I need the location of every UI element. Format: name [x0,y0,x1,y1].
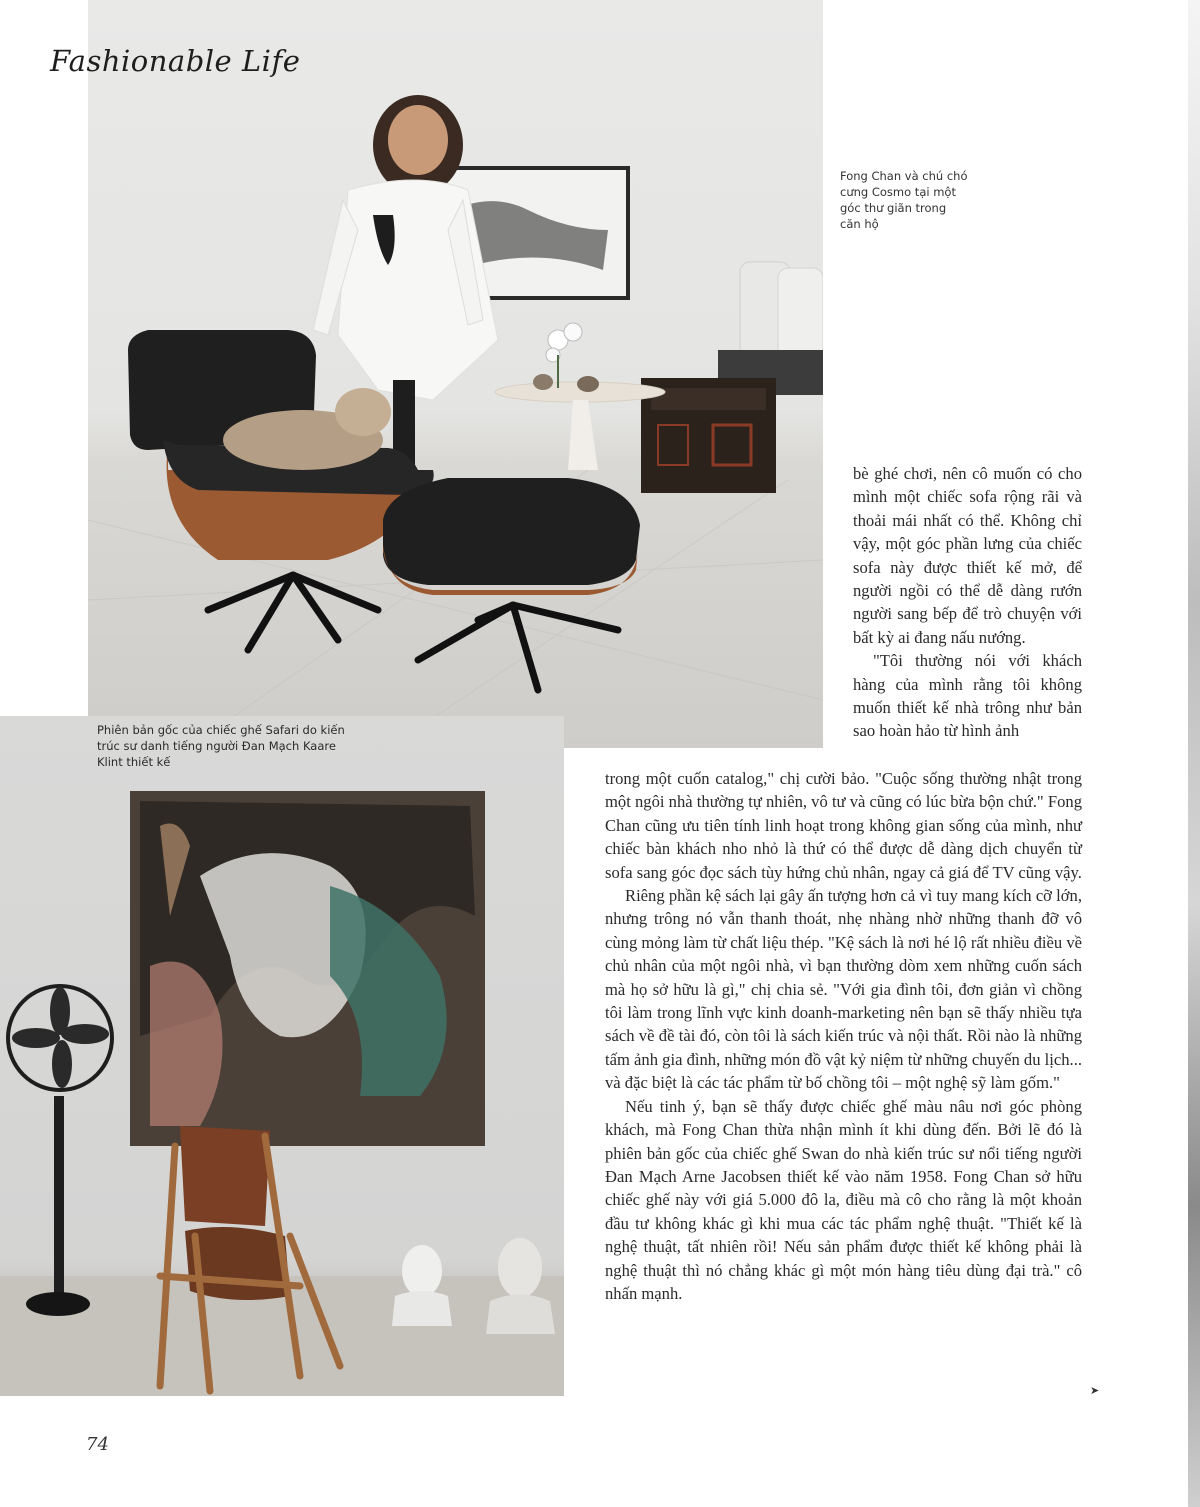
adjacent-page-edge [1188,0,1200,1507]
safari-chair-photo-illustration [0,716,564,1396]
page-number: 74 [86,1434,109,1455]
article-paragraph: trong một cuốn catalog," chị cười bảo. "Cuộc sống thường nhật trong một ngôi nhà thường tự nhiên, vô tư và cũng có lúc bừa bộn chứ." Fong Chan cũng ưu tiên tính linh hoạt trong không gian sống của mình, như chiếc bàn khách nho nhỏ là thứ có thể được dễ dàng dịch chuyển từ sofa sang góc đọc sách tùy hứng chủ nhân, ngay cả giá để TV cũng vậy. [605,769,1082,882]
article-narrow-column [853,462,1082,743]
lounge-photo [88,0,823,748]
safari-chair-photo [0,716,564,1396]
article-paragraph: Nếu tinh ý, bạn sẽ thấy được chiếc ghế màu nâu nơi góc phòng khách, mà Fong Chan thừa nhận mình ít khi dùng đến. Bởi lẽ đó là phiên bản gốc của chiếc ghế Swan do nhà kiến trúc sư nổi tiếng người Đan Mạch Arne Jacobsen thiết kế vào năm 1958. Fong Chan sở hữu chiếc ghế này với giá 5.000 đô la, điều mà cô cho rằng là một khoản đầu tư không khác gì khi mua các tác phẩm nghệ thuật. "Thiết kế là nghệ thuật, tất nhiên rồi! Nếu sản phẩm được thiết kế không phải là nghệ thuật thì nó chẳng khác gì một món hàng tiêu dùng đại trà." cô nhấn mạnh. [605,1096,1082,1303]
bottom-photo-caption: Phiên bản gốc của chiếc ghế Safari do kiến trúc sư danh tiếng người Đan Mạch Kaare Klint thiết kế [97,723,345,769]
article-paragraph: bè ghé chơi, nên cô muốn có cho mình một chiếc sofa rộng rãi và thoải mái nhất có thể. Không chỉ vậy, một góc phần lưng của chiếc sofa này được thiết kế mở, để người ngồi có thể dễ dàng rướn người sang bếp để trò chuyện với bất kỳ ai đang nấu nướng. [853,464,1082,647]
top-photo-caption: Fong Chan và chú chó cưng Cosmo tại một góc thư giãn trong căn hộ [840,169,968,231]
lounge-photo-illustration [88,0,823,748]
section-title: Fashionable Life [50,44,301,78]
article-wide-column [605,767,1082,1305]
article-paragraph: Riêng phần kệ sách lại gây ấn tượng hơn cả vì tuy mang kích cỡ lớn, nhưng trông nó vẫn thanh thoát, nhẹ nhàng nhờ những thanh đỡ vô cùng mỏng làm từ chất liệu thép. "Kệ sách là nơi hé lộ rất nhiều điều về chủ nhân của một ngôi nhà, vì bạn thường dòm xem những cuốn sách mà họ sở hữu là gì," chị chia sẻ. "Với gia đình tôi, đơn giản vì chồng tôi làm trong lĩnh vực kinh doanh-marketing nên bạn sẽ thấy nhiều tựa sách về đề tài đó, còn tôi là sách kiến trúc và nội thất. Rồi nào là những tấm ảnh gia đình, những món đồ vật kỷ niệm từ những chuyến du lịch... và đặc biệt là các tác phẩm từ bố chồng tôi – một nghệ sỹ làm gốm." [605,886,1082,1093]
continue-arrow-icon: ➤ [1090,1384,1100,1397]
article-paragraph: "Tôi thường nói với khách hàng của mình rằng tôi không muốn thiết kế nhà trông như bản sao hoàn hảo từ hình ảnh [853,651,1082,741]
